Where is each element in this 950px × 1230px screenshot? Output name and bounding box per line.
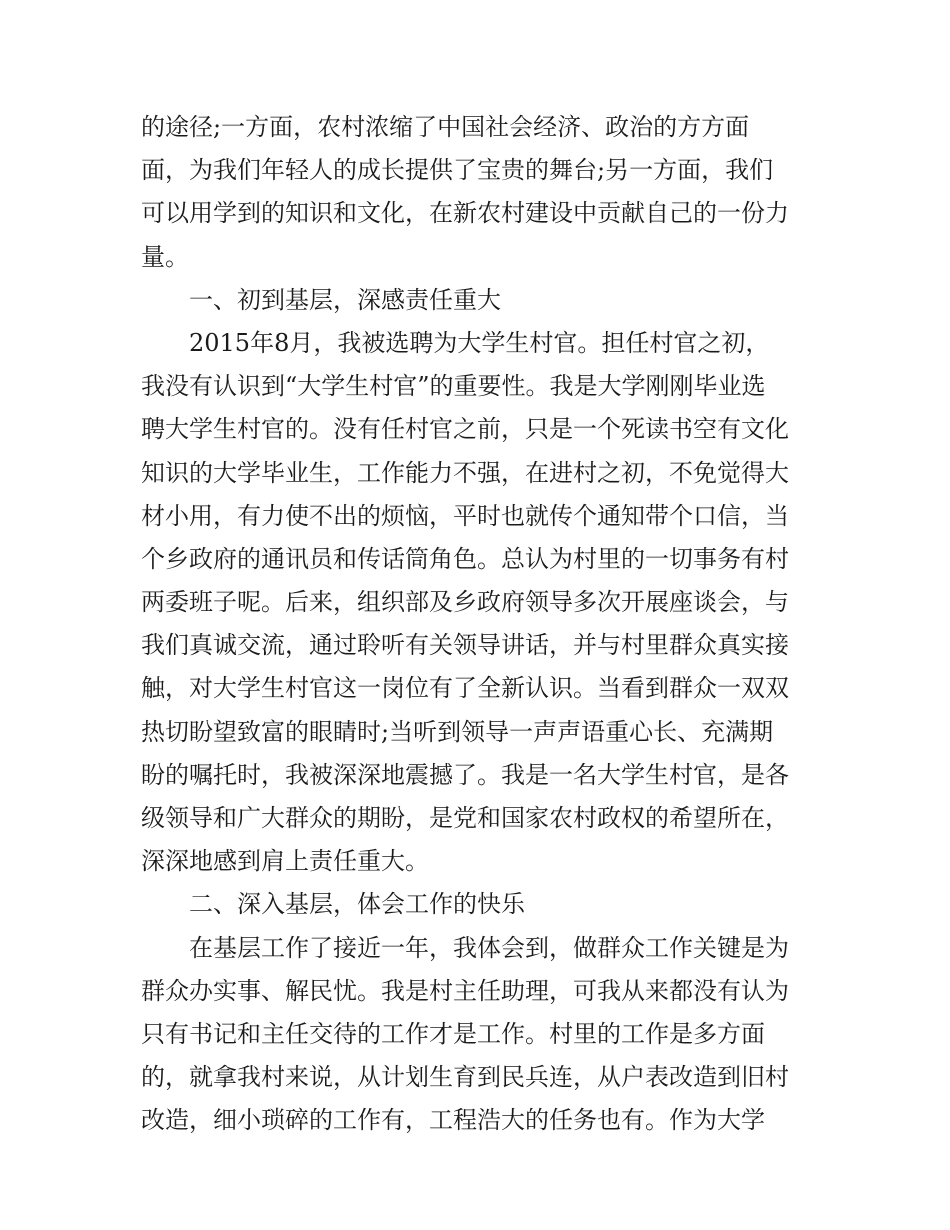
text-line: 可以用学到的知识和文化，在新农村建设中贡献自己的一份力: [141, 199, 789, 228]
text-line: 量。: [141, 242, 189, 271]
text-line: 盼的嘱托时，我被深深地震撼了。我是一名大学生村官，是各: [141, 760, 789, 789]
text-line: 只有书记和主任交待的工作才是工作。村里的工作是多方面: [141, 1019, 765, 1048]
text-line: 在基层工作了接近一年，我体会到，做群众工作关键是为: [189, 933, 789, 962]
text-line: 材小用，有力使不出的烦恼，平时也就传个通知带个口信，当: [141, 501, 789, 530]
text-line: 的，就拿我村来说，从计划生育到民兵连，从户表改造到旧村: [141, 1063, 789, 1092]
text-line: 改造，细小琐碎的工作有，工程浩大的任务也有。作为大学: [141, 1106, 765, 1135]
text-line: 我没有认识到“大学生村官”的重要性。我是大学刚刚毕业选: [141, 372, 766, 401]
text-line: 的途径;一方面，农村浓缩了中国社会经济、政治的方方面: [141, 113, 750, 141]
text-line: 触，对大学生村官这一岗位有了全新认识。当看到群众一双双: [141, 674, 789, 703]
text-line: 2015年8月，我被选聘为大学生村官。担任村官之初，: [189, 328, 770, 357]
text-line: 一、初到基层，深感责任重大: [189, 285, 501, 314]
text-line: 热切盼望致富的眼睛时;当听到领导一声声语重心长、充满期: [141, 717, 774, 746]
text-line: 深深地感到肩上责任重大。: [141, 847, 429, 876]
text-line: 两委班子呢。后来，组织部及乡政府领导多次开展座谈会，与: [141, 588, 789, 617]
text-line: 个乡政府的通讯员和传话筒角色。总认为村里的一切事务有村: [141, 544, 789, 573]
text-line: 知识的大学毕业生，工作能力不强，在进村之初，不免觉得大: [141, 458, 789, 487]
text-line: 聘大学生村官的。没有任村官之前，只是一个死读书空有文化: [141, 415, 789, 444]
text-line: 级领导和广大群众的期盼，是党和国家农村政权的希望所在，: [141, 804, 789, 832]
text-line: 我们真诚交流，通过聆听有关领导讲话，并与村里群众真实接: [141, 631, 789, 660]
text-line: 群众办实事、解民忧。我是村主任助理，可我从来都没有认为: [141, 976, 789, 1005]
document-body: [141, 106, 813, 1143]
text-line: 面，为我们年轻人的成长提供了宝贵的舞台;另一方面，我们: [141, 156, 774, 185]
text-line: 二、深入基层，体会工作的快乐: [189, 890, 525, 919]
